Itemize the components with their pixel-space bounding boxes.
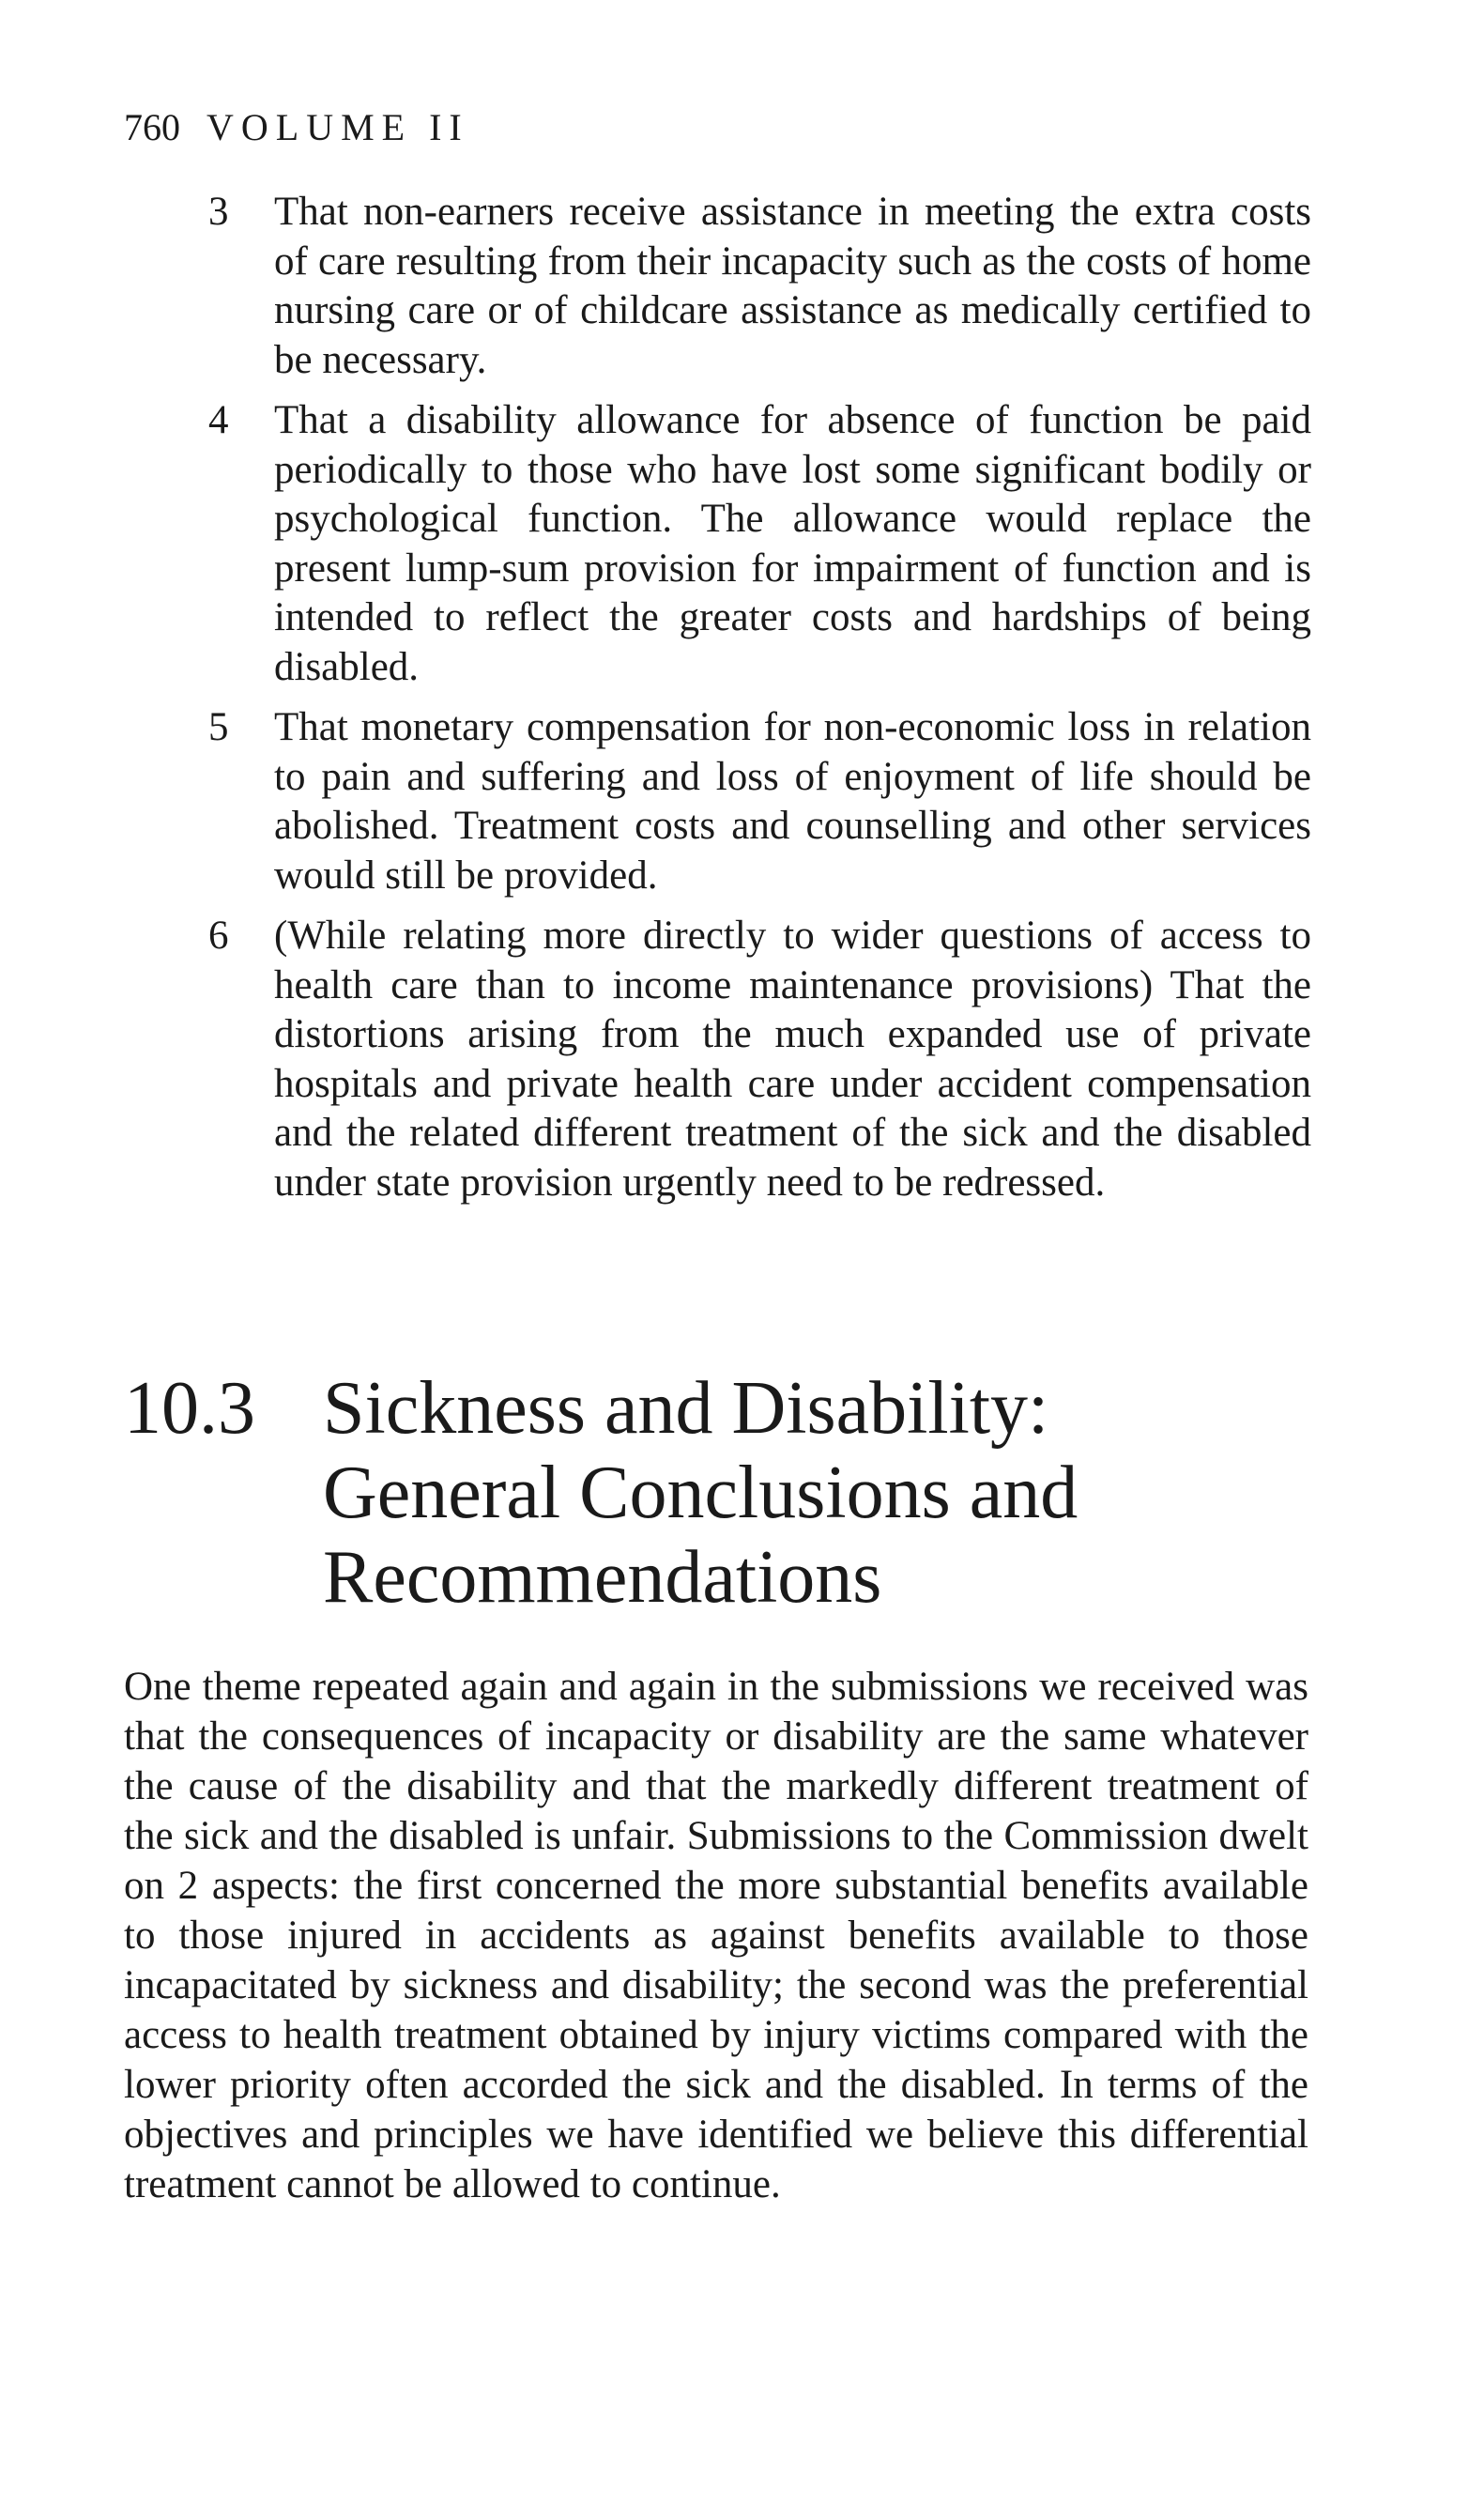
section-title: Sickness and Disability: General Conclusions and Recommendations [323, 1367, 1079, 1619]
recommendation-text: That monetary compensation for non-economic loss in relation to pain and suffering and loss of enjoyment of life should be abolished. Treatment costs and counselling and other services would still be provided. [274, 705, 1311, 898]
recommendation-number: 6 [208, 914, 229, 958]
volume-label: VOLUME II [207, 106, 469, 148]
body-paragraph: One theme repeated again and again in the submissions we received was that the consequences of incapacity or disability are the same whatever the cause of the disability and that the markedly different treatment of the sick and the disabled is unfair. Submissions to the Commission dwelt on 2 aspects: the first concerned the more substantial benefits available to those injured in accidents as against benefits available to those incapacitated by sickness and disability; the second was the preferential access to health treatment obtained by injury victims compared with the lower priority often accorded the sick and the disabled. In terms of the objectives and principles we have identified we believe this differential treatment cannot be allowed to continue. [124, 1665, 1308, 2206]
recommendation-item-5 [208, 703, 1311, 900]
recommendation-number: 5 [208, 705, 229, 749]
running-head [124, 105, 469, 150]
recommendation-text: That non-earners receive assistance in meeting the extra costs of care resulting from their incapacity such as the costs of home nursing care or of childcare assistance as medically certified to be necessary. [274, 190, 1311, 382]
recommendation-list [208, 188, 1311, 1219]
recommendation-item-6 [208, 912, 1311, 1207]
recommendation-item-3 [208, 188, 1311, 385]
section-number: 10.3 [124, 1367, 255, 1450]
recommendation-item-4 [208, 396, 1311, 692]
recommendation-text: That a disability allowance for absence of function be paid periodically to those who have lost some significant bodily or psychological function. The allowance would replace the present lump-sum provision for impairment of function and is intended to reflect the greater costs and hardships of being disabled. [274, 398, 1311, 689]
page-number: 760 [124, 106, 180, 148]
recommendation-number: 4 [208, 398, 229, 442]
recommendation-text: (While relating more directly to wider questions of access to health care than to income maintenance provisions) That the distortions arising from the much expanded use of private hospitals and private health care under accident compensation and the related different treatment of the sick and the disabled under state provision urgently need to be redressed. [274, 914, 1311, 1205]
recommendation-number: 3 [208, 190, 229, 234]
